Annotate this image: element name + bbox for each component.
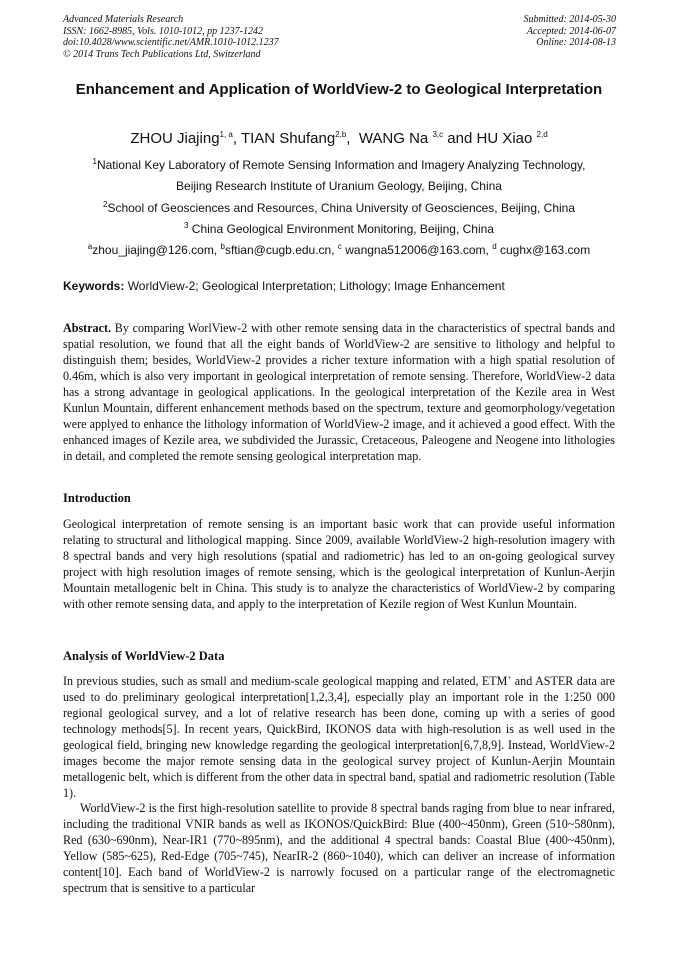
keywords-label: Keywords: (63, 279, 125, 293)
author-name: WANG Na (358, 130, 433, 147)
issn-line: ISSN: 1662-8985, Vols. 1010-1012, pp 1237-1242 (63, 25, 263, 37)
copyright-line: © 2014 Trans Tech Publications Ltd, Switzerland (63, 48, 261, 60)
author-emails: $^a$zhou_jiajing@126.com, $^b$sftian@cugb.edu.cn, $^c$ wangna512006@163.com, $^d$ cughx@163.com (87, 242, 591, 257)
author-marker: 2,d (536, 130, 548, 139)
email-link[interactable]: sftian@cugb.edu.cn, (224, 243, 338, 257)
abstract (63, 320, 615, 464)
email-link[interactable]: wangna512006@163.com, (341, 243, 493, 257)
journal-name: Advanced Materials Research (63, 14, 184, 25)
affiliation-2: $^2$School of Geosciences and Resources, China University of Geosciences, Beijing, China (102, 200, 576, 215)
section-heading-introduction: Introduction (63, 491, 131, 505)
affiliation-1: $^1$National Key Laboratory of Remote Sensing Information and Imagery Analyzing Technology, (92, 157, 586, 172)
author-name: HU Xiao (476, 130, 537, 147)
author-name: ZHOU Jiajing (130, 130, 220, 147)
author-name: TIAN Shufang (240, 130, 336, 147)
doi-line: doi:10.4028/www.scientific.net/AMR.1010-1012.1237 (63, 37, 279, 48)
author-marker: 2,b (335, 130, 347, 139)
online-date: Online: 2014-08-13 (536, 37, 616, 48)
paper-title: Enhancement and Application of WorldView-2 to Geological Interpretation (75, 81, 603, 98)
email-link[interactable]: zhou_jiajing@126.com, (92, 243, 221, 257)
author-marker: 3,c (432, 130, 444, 139)
affiliation-3: $^3$ China Geological Environment Monitoring, Beijing, China (184, 221, 494, 236)
dates-info (524, 14, 617, 49)
introduction-paragraph: Geological interpretation of remote sensing is an important basic work that can provide useful information relating to structural and lithological mapping. Since 2009, available WorldView-2 high-resolution imagery with 8 spectral bands and very high resolutions (spatial and radiometric) has led to an on-going geological survey project with high resolution images of remote sensing, which is the geological interpretation of Kunlun-Aerjin Mountain metallogenic belt in China. This study is to analyze the characteristics of WorldView-2 by comparing with other remote sensing data, and apply to the interpretation of Kezile region of West Kunlun Mountain. (63, 517, 615, 611)
author-marker: 1, a (219, 130, 233, 139)
analysis-paragraph-2: WorldView-2 is the first high-resolution satellite to provide 8 spectral bands raging from blue to near infrared, including the traditional VNIR bands as well as IKONOS/QuickBird: Blue (400~450nm), Green (510~580nm), Red (630~690nm), Near-IR1 (770~895nm), and the additional 4 spectral bands: Coastal Blue (400~450nm), Yellow (585~625), Red-Edge (705~745), NearIR-2 (860~1040), which can deliver an increase of information content[10]. Each band of WorldView-2 is narrowly focused on a particular range of the electromagnetic spectrum that is sensitive to a particular (63, 801, 615, 895)
abstract-label: Abstract. (63, 321, 112, 335)
email-link[interactable]: cughx@163.com (496, 243, 591, 257)
author-list: ZHOU Jiajing$^{1, a}$, TIAN Shufang$^{2,b}$, WANG Na $^{3,c}$ and HU Xiao $^{2,d}$ (130, 130, 548, 147)
keywords-text: WorldView-2; Geological Interpretation; Lithology; Image Enhancement (124, 279, 505, 293)
accepted-date: Accepted: 2014-06-07 (526, 25, 616, 37)
affiliation-1-cont: Beijing Research Institute of Uranium Geology, Beijing, China (176, 179, 502, 193)
abstract-text: By comparing WorlView-2 with other remote sensing data in the characteristics of spectral bands and spatial resolution, we found that all the eight bands of WorldView-2 are sensitive to lithology and helpful to distinguish them; besides, WorldView-2 provides a richer texture information with a high spatial resolution of 0.46m, which is also very important in geological interpretation of remote sensing. Therefore, WorldView-2 data has a strong advantage in geological applications. In the geological interpretation of the Kezile area in West Kunlun Mountain, different enhancement methods based on the spectrum, texture and geomorphology/vegetation were applyed to enhance the lithology information of WorldView-2 image, and it achieved a good effect. With the enhanced images of Kezile area, we subdivided the Jurassic, Cretaceous, Paleogene and Neogene into lithologies in detail, and completed the remote sensing geological interpretation map. (63, 321, 615, 463)
journal-info (63, 14, 279, 60)
section-heading-analysis: Analysis of WorldView-2 Data (63, 649, 225, 663)
analysis-paragraph-1: In previous studies, such as small and medium-scale geological mapping and related, ETM+ and ASTER data are used to do preliminary geological interpretation[1,2,3,4], especially play an important role in the 1:250 000 regional geological survey, and a lot of relative research has been done, coming up with a series of good technology methods[5]. In recent years, QuickBird, IKONOS data with high-resolution is as well used in the geological field, bringing new knowledge regarding the geological interpretation[6,7,8,9]. Instead, WorldView-2 images become the major remote sensing data in the geological survey project of Kunlun-Aerjin Mountain metallogenic belt, which is different from the other data in spectral band, spatial and radiometric resolution (Table 1). (63, 673, 615, 800)
submitted-date: Submitted: 2014-05-30 (523, 14, 616, 25)
keywords (63, 279, 505, 293)
